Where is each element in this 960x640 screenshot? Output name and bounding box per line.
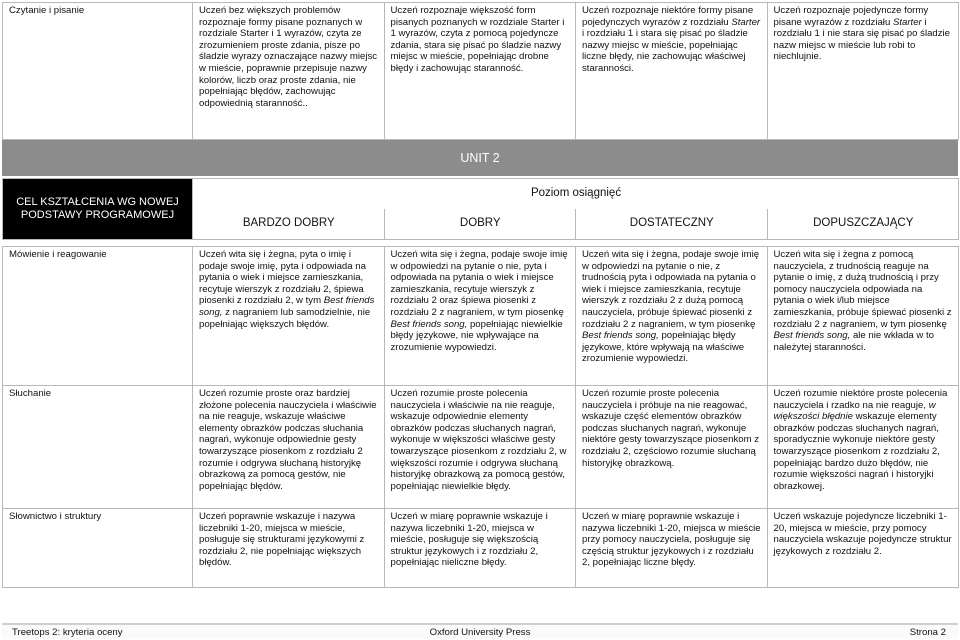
footer-publisher: Oxford University Press [429,627,531,638]
level-header-table [2,178,959,240]
level-title: Poziom osiągnięć [193,179,959,210]
criteria-cell-very-good: Uczeń poprawnie wskazuje i nazywa liczebniki 1-20, miejsca w mieście, posługuje się strukturami językowymi z rozdziału 2, nie popełniając większych błędów. [193,509,385,588]
skill-label-speaking: Mówienie i reagowanie [3,247,193,386]
table-row [3,247,959,386]
footer-title: Treetops 2: kryteria oceny [12,627,123,638]
level-sufficient: DOSTATECZNY [576,209,768,240]
criteria-cell-very-good: Uczeń wita się i żegna, pyta o imię i podaje swoje imię, pyta i odpowiada na pytania o wiek i miejsce zamieszkania, recytuje wierszyk z rozdziału 2, śpiewa piosenki z rozdziału 2, w tym Best friends song, z nagraniem lub samodzielnie, nie popełniając większych błędów. [193,247,385,386]
unit-title: UNIT 2 [460,151,500,165]
footer-page-number: Strona 2 [909,627,946,638]
criteria-cell-sufficient: Uczeń w miarę poprawnie wskazuje i nazywa liczebniki 1-20, miejsca w mieście przy pomocy nauczyciela, posługuje się częścią struktur językowych i z rozdziału 2, popełniając liczne błędy. [576,509,768,588]
page-footer [2,623,958,639]
top-criteria-table [2,2,959,140]
criteria-cell-acceptable: Uczeń wita się i żegna z pomocą nauczyciela, z trudnością reaguje na pytanie o imię, z dużą trudnością i przy pomocy nauczyciela odpowiada na pytania o wiek i/lub miejsce zamieszkania, próbuje śpiewać piosenki z rozdziału 2 z nagraniem, w tym piosenkę Best friends song, ale nie wkłada w to należytej staranności. [767,247,959,386]
criteria-cell-acceptable: Uczeń rozumie niektóre proste polecenia nauczyciela i rzadko na nie reaguje, w większości błędnie wskazuje elementy obrazków podczas słuchanych nagrań, sporadycznie wykonuje niektóre gesty towarzyszące piosenkom z rozdziału 2, popełniając bardzo dużo błędów, nie rozumie większości nagrań i historyjki obrazkowej. [767,386,959,509]
criteria-cell-good: Uczeń wita się i żegna, podaje swoje imię w odpowiedzi na pytanie o nie, pyta i odpowiada na pytania o wiek i miejsce zamieszkania, recytuje wierszyk z rozdziału 2 oraz śpiewa piosenki z rozdziału 2 z nagraniem, w tym piosenkę Best friends song, popełniając niewielkie błędy językowe, nie wpływające na zrozumienie wypowiedzi. [384,247,576,386]
unit-title-bar [2,140,958,176]
level-acceptable: DOPUSZCZAJĄCY [767,209,959,240]
skill-label-vocabulary: Słownictwo i struktury [3,509,193,588]
criteria-cell-acceptable: Uczeń rozpoznaje pojedyncze formy pisane wyrazów z rozdziału Starter i rozdziału 1 i nie stara się pisać po śladzie nazw miejsc w mieście lub robi to niechlujnie. [767,3,959,140]
skill-label-reading-writing: Czytanie i pisanie [3,3,193,140]
criteria-cell-acceptable: Uczeń wskazuje pojedyncze liczebniki 1-20, miejsca w mieście, przy pomocy nauczyciela wskazuje pojedyncze struktur językowych z rozdziału 2. [767,509,959,588]
criteria-cell-good: Uczeń rozumie proste polecenia nauczyciela i właściwie na nie reaguje, wskazuje odpowiednie elementy obrazków podczas słuchanych nagrań, wykonuje w większości właściwe gesty towarzyszące piosenkom z rozdziału 2, w większości rozumie i odgrywa słuchaną historyjkę obrazkową za pomocą gestów, popełniając niewielkie błędy. [384,386,576,509]
table-row [3,179,959,210]
level-good: DOBRY [384,209,576,240]
table-row [3,3,959,140]
criteria-cell-good: Uczeń rozpoznaje większość form pisanych poznanych w rozdziale Starter i 1 wyrazów, czyta z pomocą pojedyncze zdania, stara się pisać po śladzie nazwy miejsc w mieście, popełniając drobne błędy i zachowując staranność. [384,3,576,140]
table-row [3,386,959,509]
criteria-cell-good: Uczeń w miarę poprawnie wskazuje i nazywa liczebniki 1-20, miejsca w mieście, posługuje się większością struktur językowych i z rozdziału 2, popełniając nieliczne błędy. [384,509,576,588]
goal-header: CEL KSZTAŁCENIA WG NOWEJ PODSTAWY PROGRAMOWEJ [3,179,193,240]
unit2-criteria-table [2,246,959,588]
criteria-cell-sufficient: Uczeń wita się i żegna, podaje swoje imię w odpowiedzi na pytanie o nie, z trudnością pyta i odpowiada na pytania o wiek i miejsce zamieszkania, recytuje wierszyk z rozdziału 2 z dużą pomocą nauczyciela, próbuje śpiewać piosenki z rozdziału 2 z nagraniem, w tym piosenkę Best friends song, popełniając błędy językowe, które wpływają na właściwe zrozumienie wypowiedzi. [576,247,768,386]
skill-label-listening: Słuchanie [3,386,193,509]
criteria-cell-sufficient: Uczeń rozpoznaje niektóre formy pisane pojedynczych wyrazów z rozdziału Starter i rozdziału 1 i stara się pisać po śladzie nazwy miejsc w mieście, popełniając liczne błędy, nie zachowując właściwej staranności. [576,3,768,140]
criteria-cell-very-good: Uczeń rozumie proste oraz bardziej złożone polecenia nauczyciela i właściwie na nie reaguje, wskazuje właściwe elementy obrazków podczas słuchania nagrań, wykonuje odpowiednie gesty towarzyszące piosenkom z rozdziału 2 rozumie i odgrywa słuchaną historyjkę obrazkową za pomocą gestów, nie popełniając błędów. [193,386,385,509]
criteria-cell-very-good: Uczeń bez większych problemów rozpoznaje formy pisane poznanych w rozdziale Starter i 1 wyrazów, czyta ze zrozumieniem proste zdania, pisze po śladzie wyrazy oznaczające nazwy miejsc w mieście, poprawnie przepisuje nazwy kolorów, liczb oraz proste zdania, nie popełniając błędów, zachowując odpowiednią staranność.. [193,3,385,140]
criteria-cell-sufficient: Uczeń rozumie proste polecenia nauczyciela i próbuje na nie reagować, wskazuje część elementów obrazków podczas słuchanych nagrań, wykonuje niektóre gesty towarzyszące piosenkom z rozdziału 2, częściowo rozumie słuchaną historyjkę obrazkową. [576,386,768,509]
level-very-good: BARDZO DOBRY [193,209,385,240]
table-row [3,509,959,588]
